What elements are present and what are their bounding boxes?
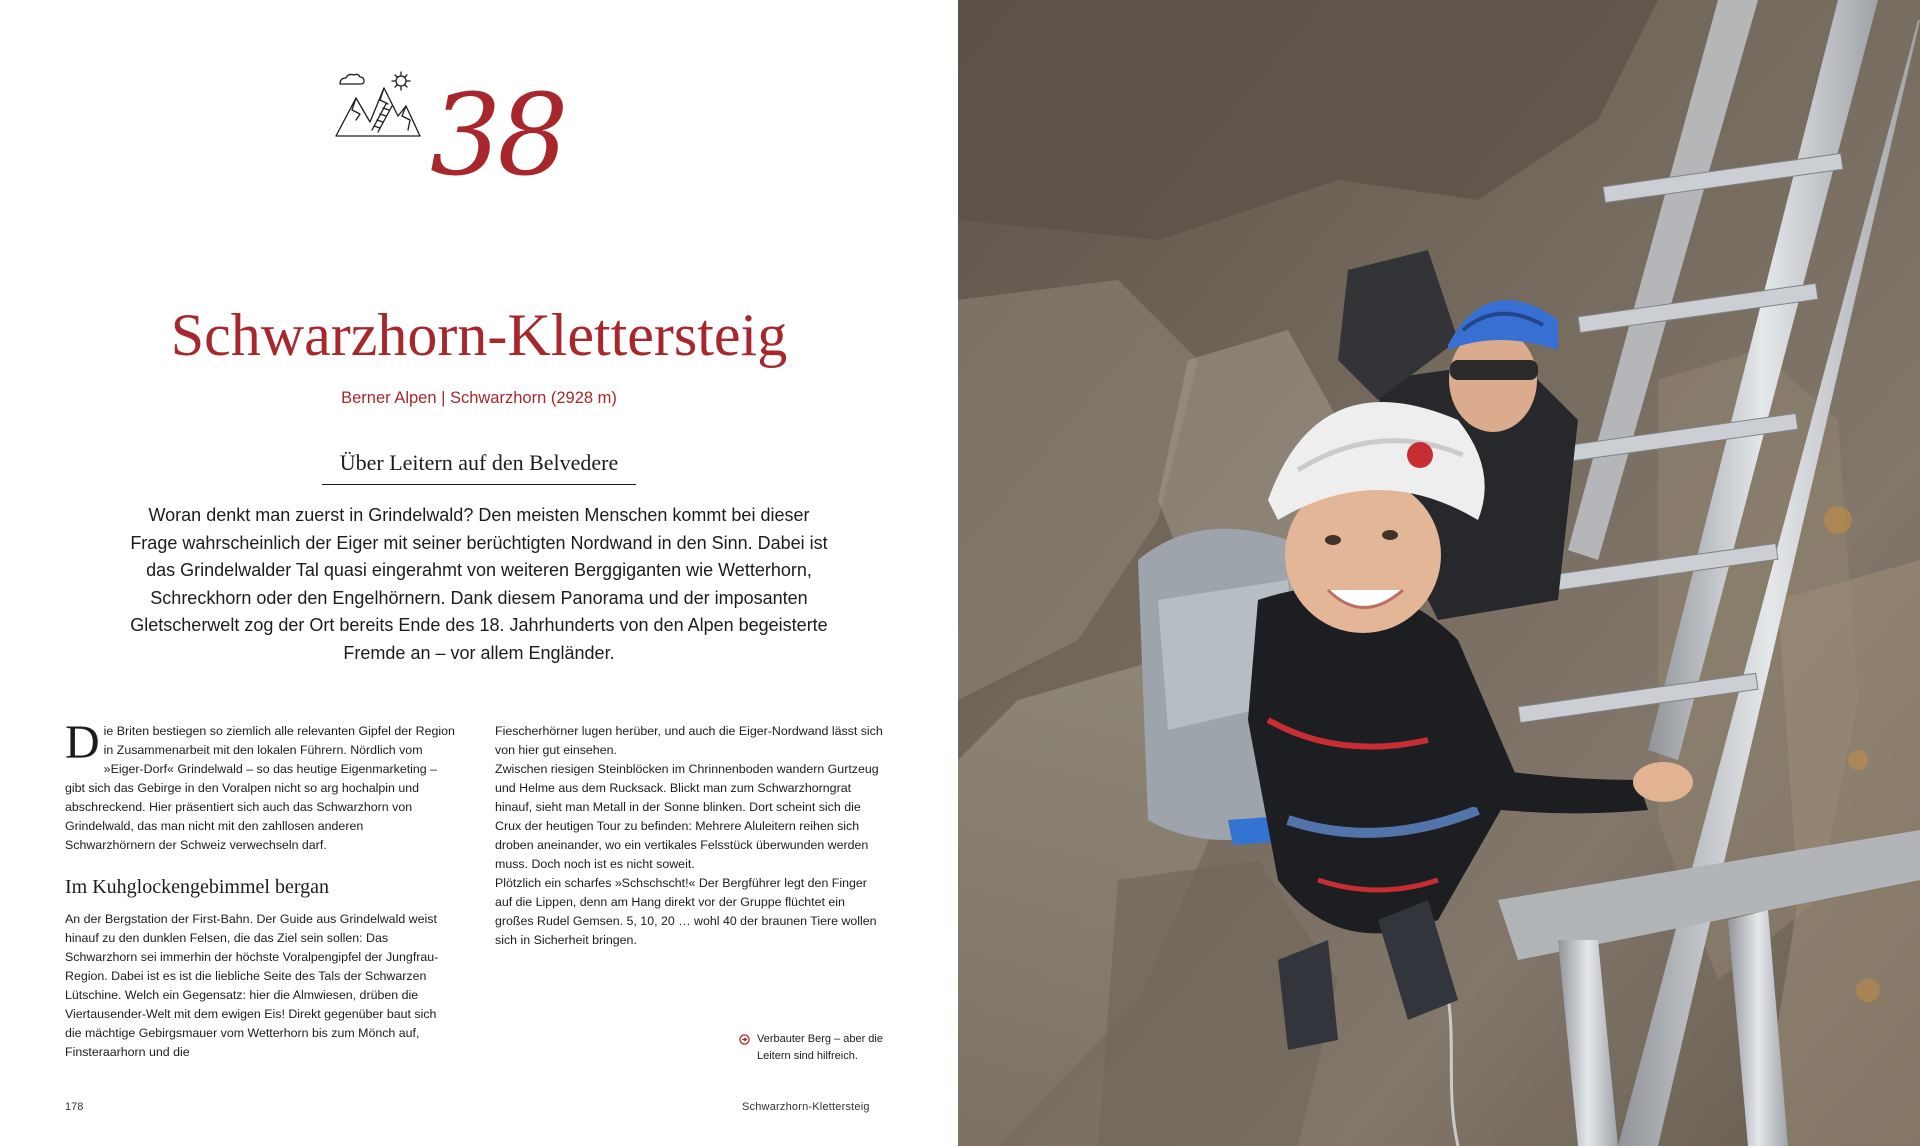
text-column-left [65,716,455,1062]
subheading: Im Kuhglockengebimmel bergan [65,876,330,898]
left-page [0,0,958,1146]
body-paragraph: Zwischen riesigen Steinblöcken im Chrinnenboden wandern Gurtzeug und Helme aus dem Rucksack. Blickt man zum Schwarzhorngrat hinauf, sieht man Metall in der Sonne blinken. Dort scheint sich die Crux der heutigen Tour zu befinden: Mehrere Aluleitern reihen sich droben aneinander, wo ein vertikales Felsstück überwunden werden muss. Doch noch ist es nicht soweit. [495,762,879,871]
section-heading: Über Leitern auf den Belvedere [322,450,636,485]
arrow-circle-icon [739,1034,750,1045]
chapter-number: 38 [430,71,565,201]
body-paragraph: Plötzlich ein scharfes »Schschscht!« Der Bergführer legt den Finger auf die Lippen, denn am Hang direkt vor der Gruppe flüchtet ein großes Rudel Gemsen. 5, 10, 20 … wohl 40 der braunen Tiere wollen sich in Sicherheit bringen. [495,876,877,947]
intro-paragraph: Woran denkt man zuerst in Grindelwald? Den meisten Menschen kommt bei dieser Frage wahrscheinlich der Eiger mit seiner berüchtigten Nordwand in den Sinn. Dabei ist das Grindelwalder Tal quasi eingerahmt von weiteren Berggiganten wie Wetterhorn, Schreckhorn oder den Engelhörnern. Dank diesem Panorama und der imposanten Gletscherwelt zog der Ort bereits Ende des 18. Jahrhunderts von den Alpen begeisterte Fremde an – vor allem Engländer. [130,505,828,663]
photo-illustration [958,0,1920,1146]
page-number: 178 [65,1101,84,1113]
mountain-ladder-icon [334,70,422,150]
article-subtitle: Berner Alpen | Schwarzhorn (2928 m) [341,389,617,407]
running-title: Schwarzhorn-Klettersteig [742,1101,870,1113]
article-title: Schwarzhorn-Klettersteig [170,302,788,368]
body-text: ie Briten bestiegen so ziemlich alle relevanten Gipfel der Region in Zusammenarbeit mit den lokalen Führern. Nördlich vom »Eiger-Dorf« Grindelwald – so das heutige Eigenmarketing – gibt sich das Gebirge in den Voralpen nicht so arg hochalpin und abschreckend. Hier präsentiert sich auch das Schwarzhorn von Grindelwald, das man nicht mit den zahllosen anderen Schwarzhörnern der Schweiz verwechseln darf. [65,724,455,852]
body-paragraph: Fiescherhörner lugen herüber, und auch die Eiger-Nordwand lässt sich von hier gut einsehen. [495,724,883,757]
body-paragraph [65,716,455,855]
photo-caption [757,1031,897,1065]
caption-text: Verbauter Berg – aber die Leitern sind hilfreich. [757,1033,883,1062]
drop-cap: D [65,716,100,769]
climbers-on-ladder-photo [958,0,1920,1146]
body-paragraph: An der Bergstation der First-Bahn. Der Guide aus Grindelwald weist hinauf zu den dunklen Felsen, die das Ziel sein sollen: Das Schwarzhorn sei immerhin der höchste Voralpengipfel der Jungfrau-Region. Dabei ist es ist die liebliche Seite des Tals der Schwarzen Lütschine. Welch ein Gegensatz: hier die Almwiesen, drüben die Viertausender-Welt mit dem ewigen Eis! Direkt gegenüber baut sich die mächtige Gebirgsmauer vom Wetterhorn bis zum Mönch auf, Finsteraarhorn und die [65,912,439,1059]
text-column-right [495,722,885,950]
